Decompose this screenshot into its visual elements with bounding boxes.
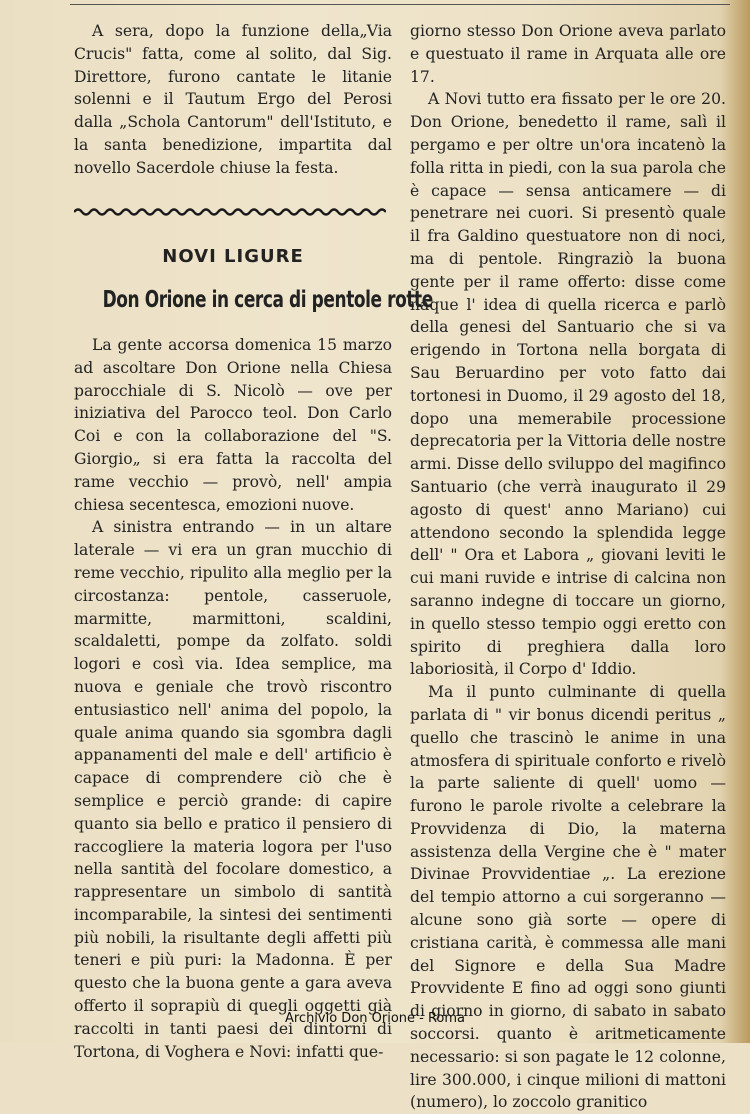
right-column [410, 20, 726, 1114]
article-title: Don Orione in cerca di pentole rotte [102, 287, 433, 314]
right-paragraph-2: A Novi tutto era fissato per le ore 20. Don Orione, benedetto il rame, salì il pergamo e per oltre un'ora incatenò la folla ritta in piedi, con la sua parola che è capace — sensa anticamere — di penetrare nei cuori. Si presentò quale il fra Galdino questuatore non di noci, ma di pentole. Ringraziò la buona gente per il rame offerto: disse come naque l' idea di quella ricerca e parlò della genesi del Santuario che si va erigendo in Tortona nella borgata di Sau Beruardino per voto fatto dai tortonesi in Duomo, il 29 agosto del 18, dopo una memerabile processione deprecatoria per la Vittoria delle nostre armi. Disse dello sviluppo del magifinco Santuario (che verrà inaugurato il 29 agosto di quest' anno Mariano) cui attendono secondo la splendida legge dell' " Ora et Labora „ giovani leviti le cui mani ruvide e intrise di calcina non saranno indegne di toccare un giorno, in quello stesso tempio oggi eretto con spirito di preghiera dalla loro laboriosità, il Corpo d' Iddio. [410, 90, 726, 679]
ornamental-divider [74, 206, 386, 216]
section-heading: NOVI LIGURE [162, 246, 304, 268]
top-rule [70, 4, 730, 5]
archive-footer: Archivio Don Orione - Roma [284, 1011, 466, 1026]
article-paragraph-1: La gente accorsa domenica 15 marzo ad ascoltare Don Orione nella Chiesa parocchiale di S. Nicolò — ove per iniziativa del Parocco teol. Don Carlo Coi e con la collaborazione del "S. Giorgio„ si era fatta la raccolta del rame vecchio — provò, nell' ampia chiesa secentesca, emozioni nuove. [74, 335, 392, 514]
left-column [74, 20, 433, 1063]
right-paragraph-3: Ma il punto culminante di quella parlata di " vir bonus dicendi peritus „ quello che trascinò le anime in una atmosfera di spirituale conforto e rivelò la parte saliente di quell' uomo — furono le parole rivolte a celebrare la Provvidenza di Dio, la materna assistenza della Vergine che è " mater Divinae Provvidentiae „. La erezione del tempio attorno a cui sorgeranno — alcune sono già sorte — opere di cristiana carità, è commessa alle mani del Signore e della Sua Madre Provvidente E fino ad oggi sono giunti di giorno in giorno, di sabato in sabato soccorsi. quanto è aritmeticamente necessario: si son pagate le 12 colonne, lire 300.000, i cinque milioni di mattoni (numero), lo zoccolo granitico [410, 683, 726, 1112]
right-paragraph-1: giorno stesso Don Orione aveva parlato e questuato il rame in Arquata alle ore 17. [410, 22, 726, 86]
article-paragraph-2: A sinistra entrando — in un altare laterale — vi era un gran mucchio di reme vecchio, ripulito alla meglio per la circostanza: pentole, casseruole, marmitte, marmittoni, scaldini, scaldaletti, pompe da zolfato. soldi logori e così via. Idea semplice, ma nuova e geniale che trovò riscontro entusiastico nell' anima del popolo, la quale anima quando sia sgombra dagli appanamenti del male e dell' artificio è capace di comprendere ciò che è semplice e perciò grande: di capire quanto sia bello e pratico il pensiero di raccogliere la materia logora per l'uso nella santità del focolare domestico, a rappresentare un simbolo di santità incomparabile, la sintesi dei sentimenti più nobili, la risultante degli affetti più teneri e più puri: la Madonna. È per questo che la buona gente a gara aveva offerto il soprapiù di quegli oggetti già raccolti in tanti paesi dei dintorni di Tortona, di Voghera e Novi: infatti que- [74, 518, 392, 1061]
intro-paragraph: A sera, dopo la funzione della„Via Crucis" fatta, come al solito, dal Sig. Direttore, furono cantate le litanie solenni e il Tautum Ergo del Perosi dalla „Schola Cantorum" dell'Istituto, e la santa benedizione, impartita dal novello Sacerdole chiuse la festa. [74, 22, 392, 177]
